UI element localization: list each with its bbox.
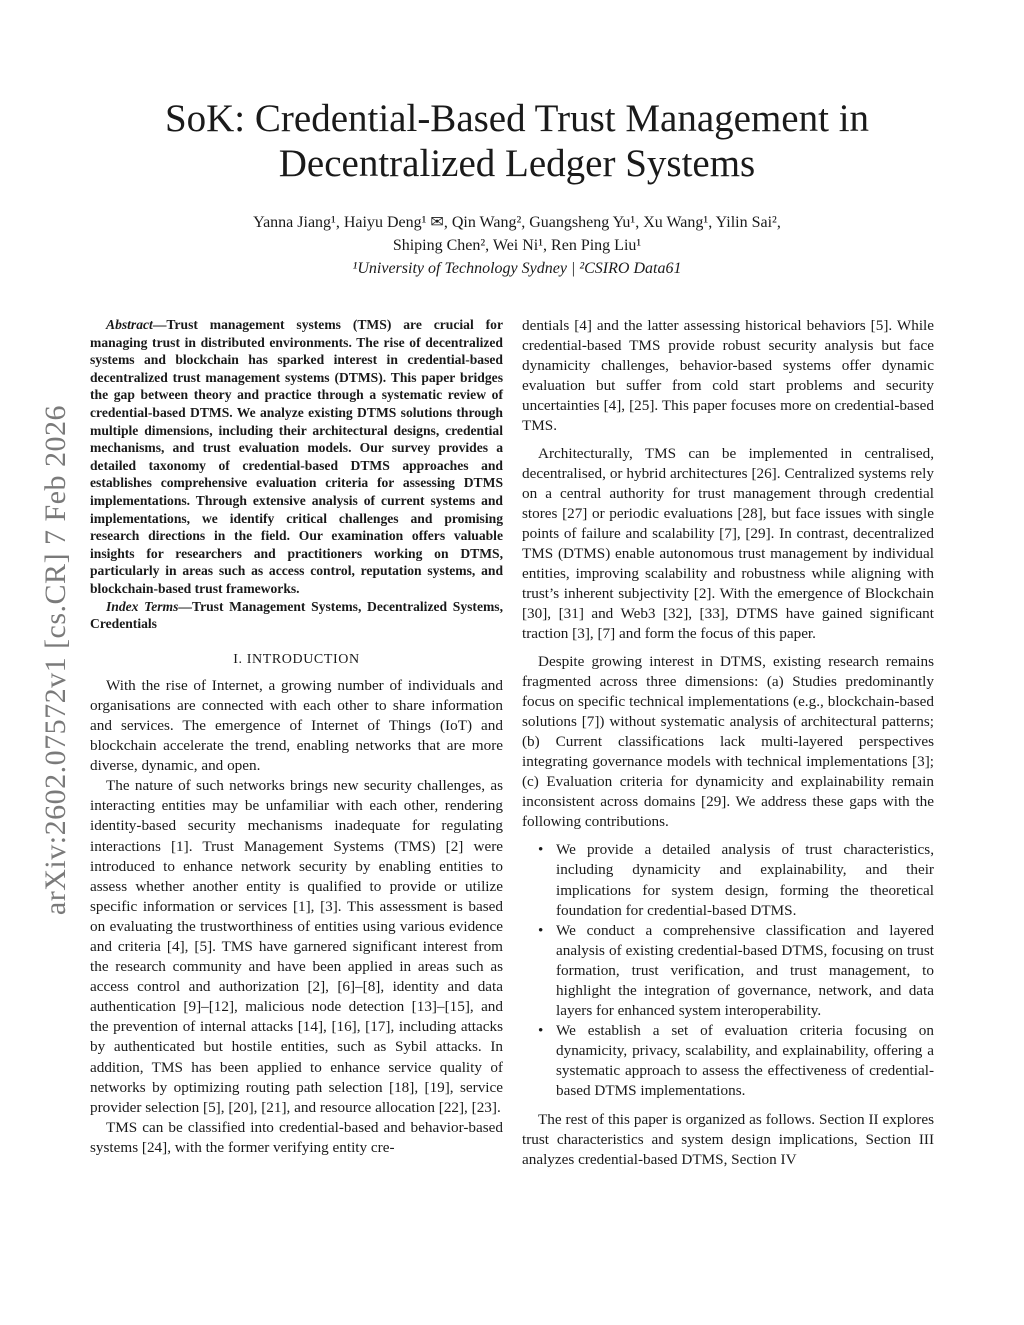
right-column	[522, 316, 934, 1170]
index-terms-label: Index Terms	[106, 598, 179, 614]
title-line-1: SoK: Credential-Based Trust Management in	[164, 97, 870, 140]
affiliations: ¹University of Technology Sydney | ²CSIRO Data61	[352, 260, 682, 277]
list-item: • We establish a set of evaluation criteria focusing on dynamicity, privacy, scalability, and explainability, offering a systematic approach to assess the effectiveness of credential-based DTMS implementations.	[522, 1021, 934, 1101]
section-heading-introduction: I. INTRODUCTION	[233, 651, 360, 667]
contributions-list	[522, 840, 934, 1101]
intro-paragraph-3-start: TMS can be classified into credential-based and behavior-based systems [24], with the former verifying entity cre-	[90, 1118, 503, 1156]
left-column	[90, 316, 503, 1158]
intro-paragraph-5: Despite growing interest in DTMS, existing research remains fragmented across three dimensions: (a) Studies predominantly focus on specific technical implementations (e.g., blockchain-based solutions [7]) without systematic analysis of architectural patterns; (b) Current classifications lack multi-layered perspectives integrating governance models with technical implementations [3]; (c) Evaluation criteria for dynamicity and explainability remain inconsistent across domains [29]. We address these gaps with the following contributions.	[522, 652, 934, 831]
abstract-text: —Trust management systems (TMS) are crucial for managing trust in distributed environments. The rise of decentralized systems and blockchain has sparked interest in credential-based decentralized trust management systems (DTMS). This paper bridges the gap between theory and practice through a systematic review of credential-based DTMS. We analyze existing DTMS solutions through multiple dimensions, including their architectural designs, credential mechanisms, and trust evaluation models. Our survey provides a detailed taxonomy of credential-based DTMS approaches and establishes comprehensive evaluation criteria for assessing DTMS implementations. Through extensive analysis of current systems and implementations, we identify critical challenges and promising research directions in the field. Our examination offers valuable insights for researchers and practitioners working on DTMS, particularly in areas such as access control, reputation systems, and blockchain-based trust frameworks.	[90, 317, 503, 596]
authors-line-2: Shiping Chen², Wei Ni¹, Ren Ping Liu¹	[392, 237, 642, 254]
authors-line-1: Yanna Jiang¹, Haiyu Deng¹ ✉, Qin Wang², Guangsheng Yu¹, Xu Wang¹, Yilin Sai²,	[253, 214, 781, 231]
intro-paragraph-2: The nature of such networks brings new security challenges, as interacting entities may be unfamiliar with each other, rendering identity-based security mechanisms inadequate for regulating interactions [1]. Trust Management Systems (TMS) [2] were introduced to enhance network security by enabling entities to assess whether another entity is qualified to provide or utilize specific information or services [1], [3]. This assessment is based on evaluating the trustworthiness of entities using various evidence and criteria [4], [5]. TMS have garnered significant interest from the research community and have been applied in areas such as access control and authorization [2], [6]–[8], identity and data authentication [9]–[12], malicious node detection [13]–[15], and the prevention of internal attacks [14], [16], [17], including attacks by authenticated but hostile entities, such as Sybil attacks. In addition, TMS has been applied to enhance service quality of networks by optimizing routing path selection [18], [19], service provider selection [5], [20], [21], and resource allocation [22], [23].	[90, 777, 503, 1116]
abstract-label: Abstract	[106, 317, 153, 332]
title-line-2: Decentralized Ledger Systems	[278, 142, 756, 185]
list-item: • We provide a detailed analysis of trust characteristics, including dynamicity and explainability, and their implications for system design, forming the theoretical foundation for credential-based DTMS.	[522, 840, 934, 920]
author-block	[90, 211, 944, 280]
abstract-paragraph	[90, 316, 503, 598]
index-terms-text: —Trust Management Systems, Decentralized Systems, Credentials	[90, 598, 503, 632]
intro-paragraph-1: With the rise of Internet, a growing number of individuals and organisations are connected with each other to share information and services. The emergence of Internet of Things (IoT) and blockchain accelerate the trend, enabling networks that are more diverse, dynamic, and open.	[90, 676, 503, 775]
arxiv-identifier: arXiv:2602.07572v1 [cs.CR] 7 Feb 2026	[39, 404, 72, 916]
abstract	[90, 316, 503, 633]
intro-paragraph-3-cont: dentials [4] and the latter assessing historical behaviors [5]. While credential-based TMS provide robust security analysis but face dynamicity challenges, behavior-based systems offer dynamic evaluation but suffer from cold start problems and security uncertainties [4], [25]. This paper focuses more on credential-based TMS.	[522, 317, 934, 435]
paper-title	[90, 96, 944, 186]
intro-paragraph-6: The rest of this paper is organized as follows. Section II explores trust characteristics and system design implications, Section III analyzes credential-based DTMS, Section IV	[522, 1110, 934, 1168]
intro-paragraph-4: Architecturally, TMS can be implemented in centralised, decentralised, or hybrid architectures [26]. Centralized systems rely on a central authority for trust management through credential stores [27] or periodic evaluations [28], but face issues with single points of failure and scalability [7], [29]. In contrast, decentralized TMS (DTMS) enable autonomous trust management by individual entities, improving scalability and robustness while aligning with trust’s inherent subjectivity [2]. With the emergence of Blockchain [30], [31] and Web3 [32], [33], DTMS have gained significant traction [3], [7] and form the focus of this paper.	[522, 444, 934, 643]
list-item: • We conduct a comprehensive classification and layered analysis of existing credential-based DTMS, focusing on trust formation, trust verification, and trust management, to highlight the integration of governance, network, and data layers for enhanced system interoperability.	[522, 921, 934, 1021]
index-terms	[90, 598, 503, 633]
